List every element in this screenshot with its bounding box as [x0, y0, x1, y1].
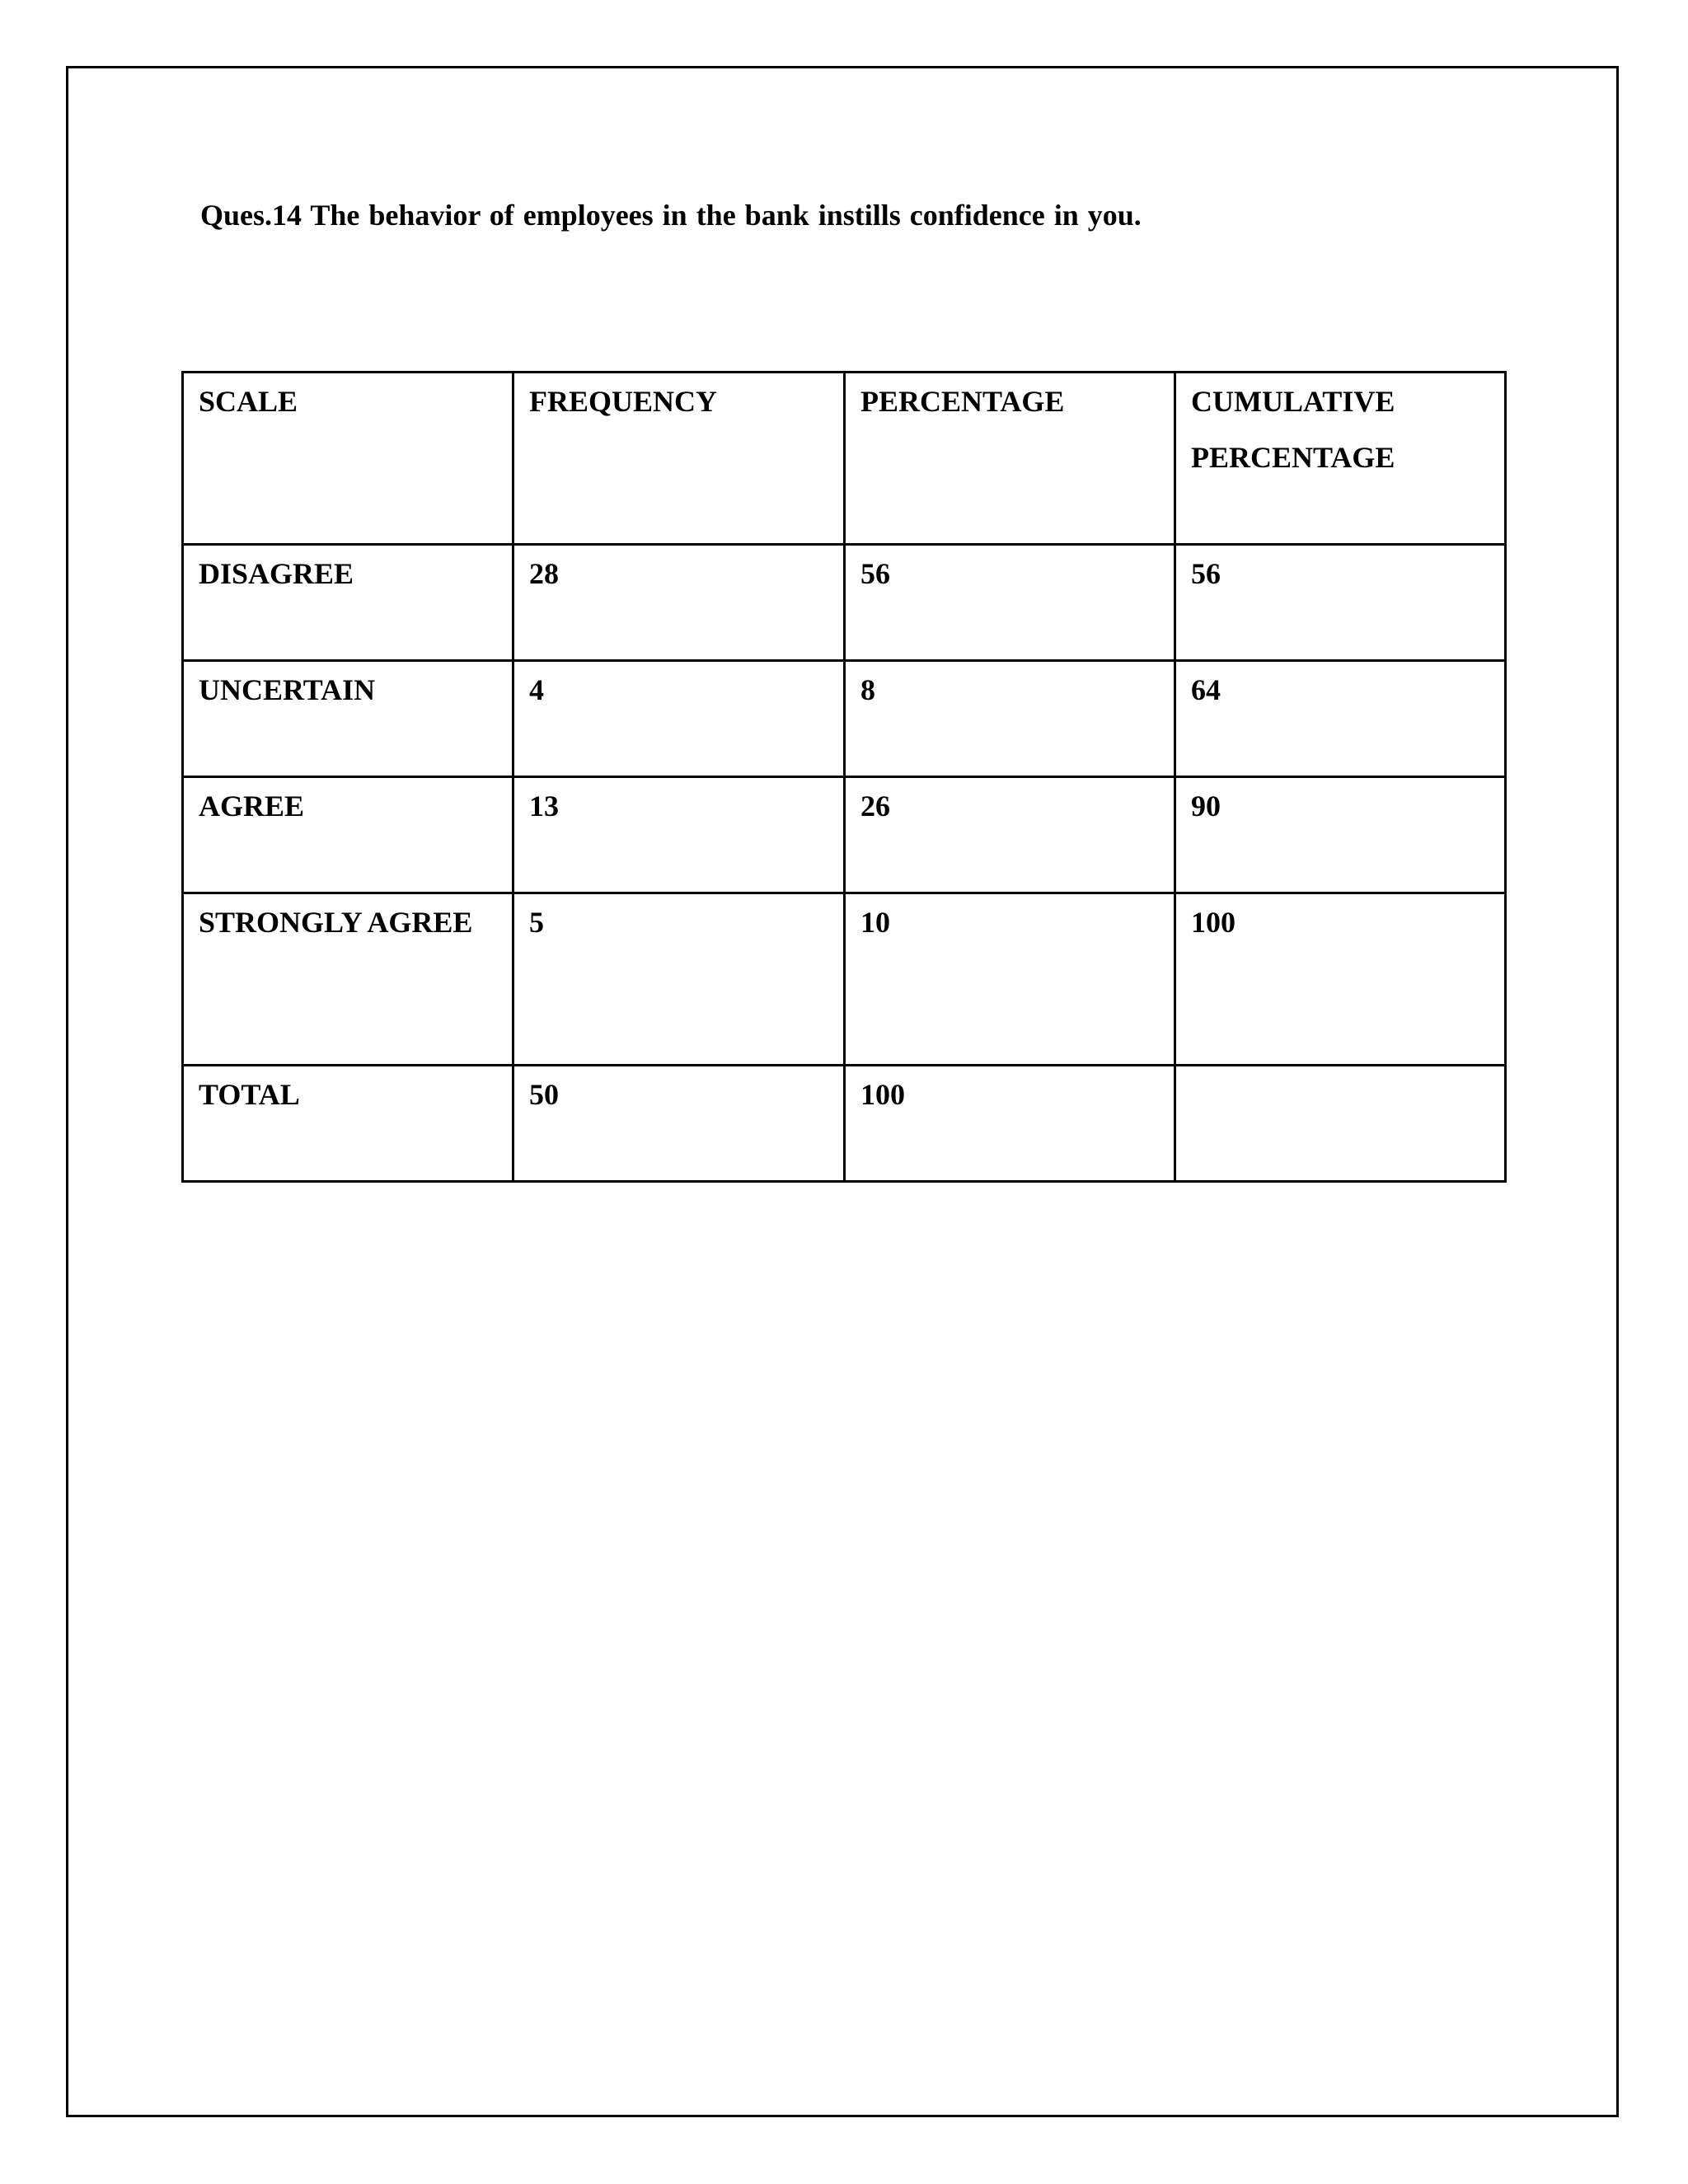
table-row	[183, 545, 1506, 661]
table-row	[183, 893, 1506, 1066]
table-cell: 56	[845, 545, 1175, 661]
table-cell: DISAGREE	[183, 545, 513, 661]
table-cell: 90	[1175, 777, 1506, 893]
table-cell: STRONGLY AGREE	[183, 893, 513, 1066]
table-cell: 5	[513, 893, 845, 1066]
header-cell-scale: SCALE	[183, 373, 513, 545]
table-cell: 8	[845, 661, 1175, 777]
table-cell	[1175, 1066, 1506, 1182]
table-cell: 4	[513, 661, 845, 777]
table-cell: UNCERTAIN	[183, 661, 513, 777]
table-header-row	[183, 373, 1506, 545]
table-total-row	[183, 1066, 1506, 1182]
table-cell: 28	[513, 545, 845, 661]
table-cell: 64	[1175, 661, 1506, 777]
table-cell: 26	[845, 777, 1175, 893]
table-cell: 13	[513, 777, 845, 893]
header-cell-frequency: FREQUENCY	[513, 373, 845, 545]
header-cell-cumulative-percentage: CUMULATIVE PERCENTAGE	[1175, 373, 1506, 545]
question-title: Ques.14 The behavior of employees in the bank instills confidence in you.	[200, 199, 1142, 232]
header-cell-percentage: PERCENTAGE	[845, 373, 1175, 545]
table-cell: TOTAL	[183, 1066, 513, 1182]
table-cell: 100	[845, 1066, 1175, 1182]
table-cell: 56	[1175, 545, 1506, 661]
table-cell: 10	[845, 893, 1175, 1066]
table-cell: 50	[513, 1066, 845, 1182]
table-cell: 100	[1175, 893, 1506, 1066]
table-row	[183, 661, 1506, 777]
table-row	[183, 777, 1506, 893]
table-cell: AGREE	[183, 777, 513, 893]
frequency-table	[181, 371, 1507, 1183]
